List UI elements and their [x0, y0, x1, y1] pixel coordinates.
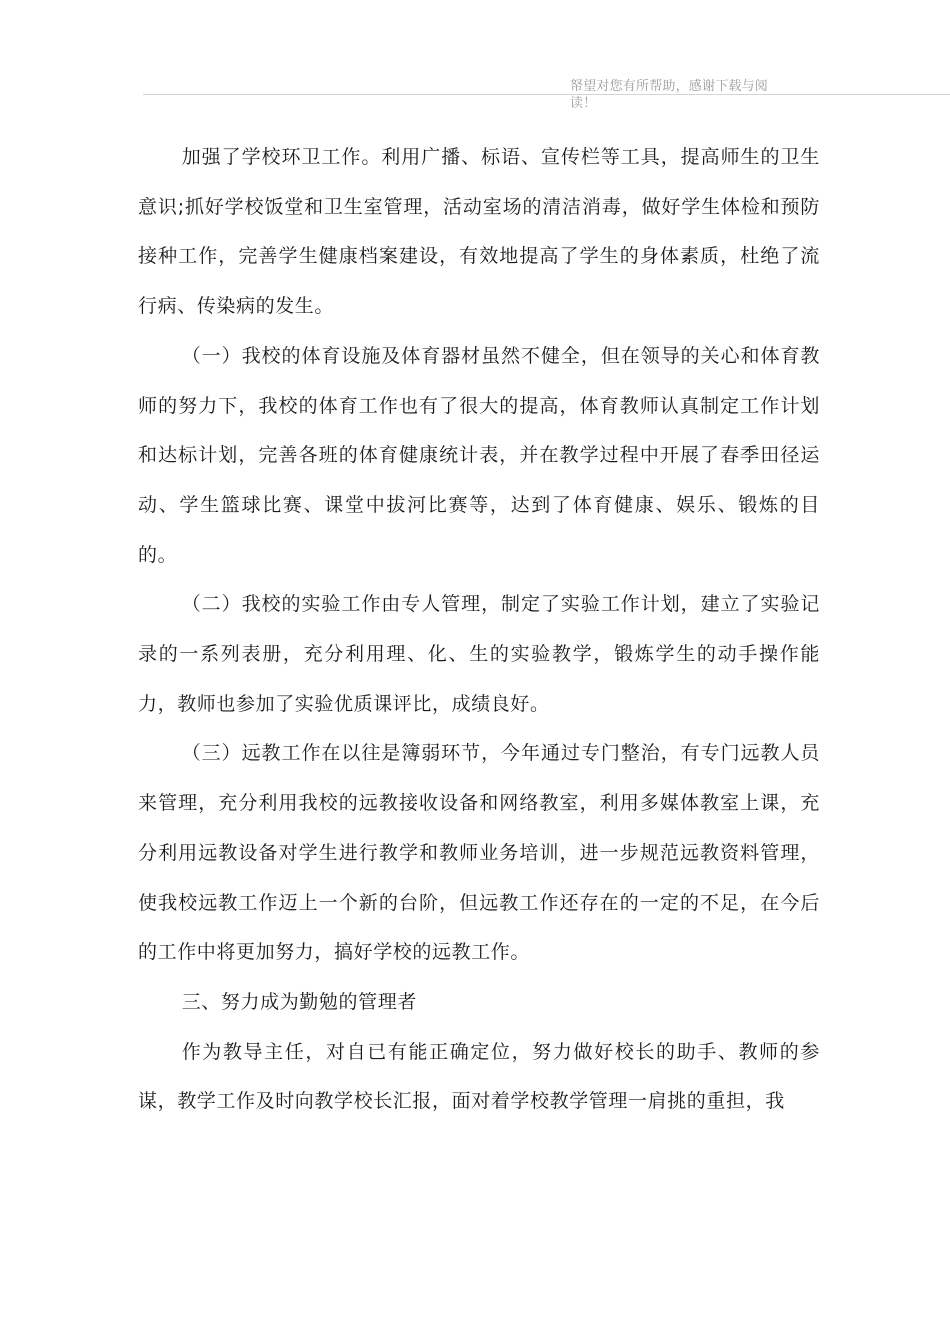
paragraph-director-role: 作为教导主任，对自已有能正确定位，努力做好校长的助手、教师的参谋，教学工作及时向教学校长汇报，面对着学校教学管理一肩挑的重担，我 [138, 1040, 820, 1113]
paragraph-sanitation: 加强了学校环卫工作。利用广播、标语、宣传栏等工具，提高师生的卫生意识;抓好学校饭堂和卫生室管理，活动室场的清洁消毒，做好学生体检和预防接种工作，完善学生健康档案建设，有效地提高了学生的身体素质，杜绝了流行病、传染病的发生。 [138, 146, 820, 318]
section-heading-management: 三、努力成为勤勉的管理者 [181, 990, 417, 1013]
header-rule [143, 94, 950, 95]
document-body [138, 133, 820, 1127]
paragraph-distance-education: （三）远教工作在以往是簿弱环节，今年通过专门整治，有专门远教人员来管理，充分利用我校的远教接收设备和网络教室，利用多媒体教室上课，充分利用远教设备对学生进行教学和教师业务培训，进一步规范远教资料管理，使我校远教工作迈上一个新的台阶，但远教工作还存在的一定的不足，在今后的工作中将更加努力，搞好学校的远教工作。 [138, 742, 820, 964]
header-note-line-1: 帑望对您有所帮助，感谢下载与阅 [570, 79, 769, 94]
header-note [570, 78, 810, 112]
paragraph-experiments: （二）我校的实验工作由专人管理，制定了实验工作计划，建立了实验记录的一系列表册，充分利用理、化、生的实验教学，锻炼学生的动手操作能力，教师也参加了实验优质课评比，成绩良好。 [138, 593, 820, 715]
paragraph-sports: （一）我校的体育设施及体育器材虽然不健全，但在领导的关心和体育教师的努力下，我校的体育工作也有了很大的提高，体育教师认真制定工作计划和达标计划，完善各班的体育健康统计表，并在教学过程中开展了春季田径运动、学生篮球比赛、课堂中拔河比赛等，达到了体育健康、娱乐、锻炼的目的。 [138, 344, 820, 566]
header-note-line-2: 读！ [570, 96, 597, 111]
